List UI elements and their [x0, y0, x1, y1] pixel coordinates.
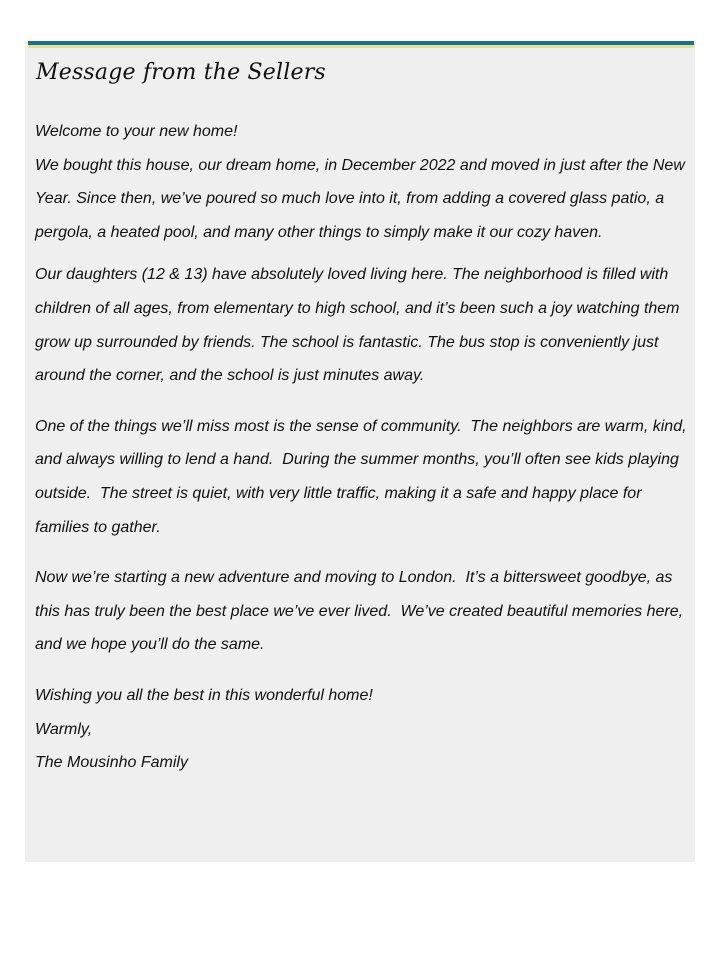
closing-wish: Wishing you all the best in this wonderful home! [35, 686, 373, 704]
greeting: Welcome to your new home! [35, 123, 238, 140]
letter-body [35, 115, 695, 780]
paragraph-1: We bought this house, our dream home, in December 2022 and moved in just after the New Year. Since then, we’ve poured so much love into it, from adding a covered glass patio, a pergola, a heated pool, and many other things to simply make it our cozy haven. [35, 156, 689, 241]
letter-title: Message from the Sellers [36, 60, 326, 85]
signature: The Mousinho Family [35, 754, 188, 772]
paragraph-2: Our daughters (12 & 13) have absolutely loved living here. The neighborhood is filled with children of all ages, from elementary to high school, and it’s been such a joy watching them grow up surrounded by friends. The school is fantastic. The bus stop is conveniently just around the corner, and the school is just minutes away. [35, 266, 684, 385]
header-rule-yellow [28, 45, 694, 48]
paragraph-3: One of the things we’ll miss most is the sense of community. The neighbors are warm, kind, and always willing to lend a hand. During the summer months, you’ll often see kids playing outside. The street is quiet, with very little traffic, making it a safe and happy place for families to gather. [35, 417, 691, 536]
paragraph-4: Now we’re starting a new adventure and moving to London. It’s a bittersweet goodbye, as this has truly been the best place we’ve ever lived. We’ve created beautiful memories here, and we hope you’ll do the same. [35, 569, 688, 654]
closing-signoff: Warmly, [35, 720, 93, 738]
